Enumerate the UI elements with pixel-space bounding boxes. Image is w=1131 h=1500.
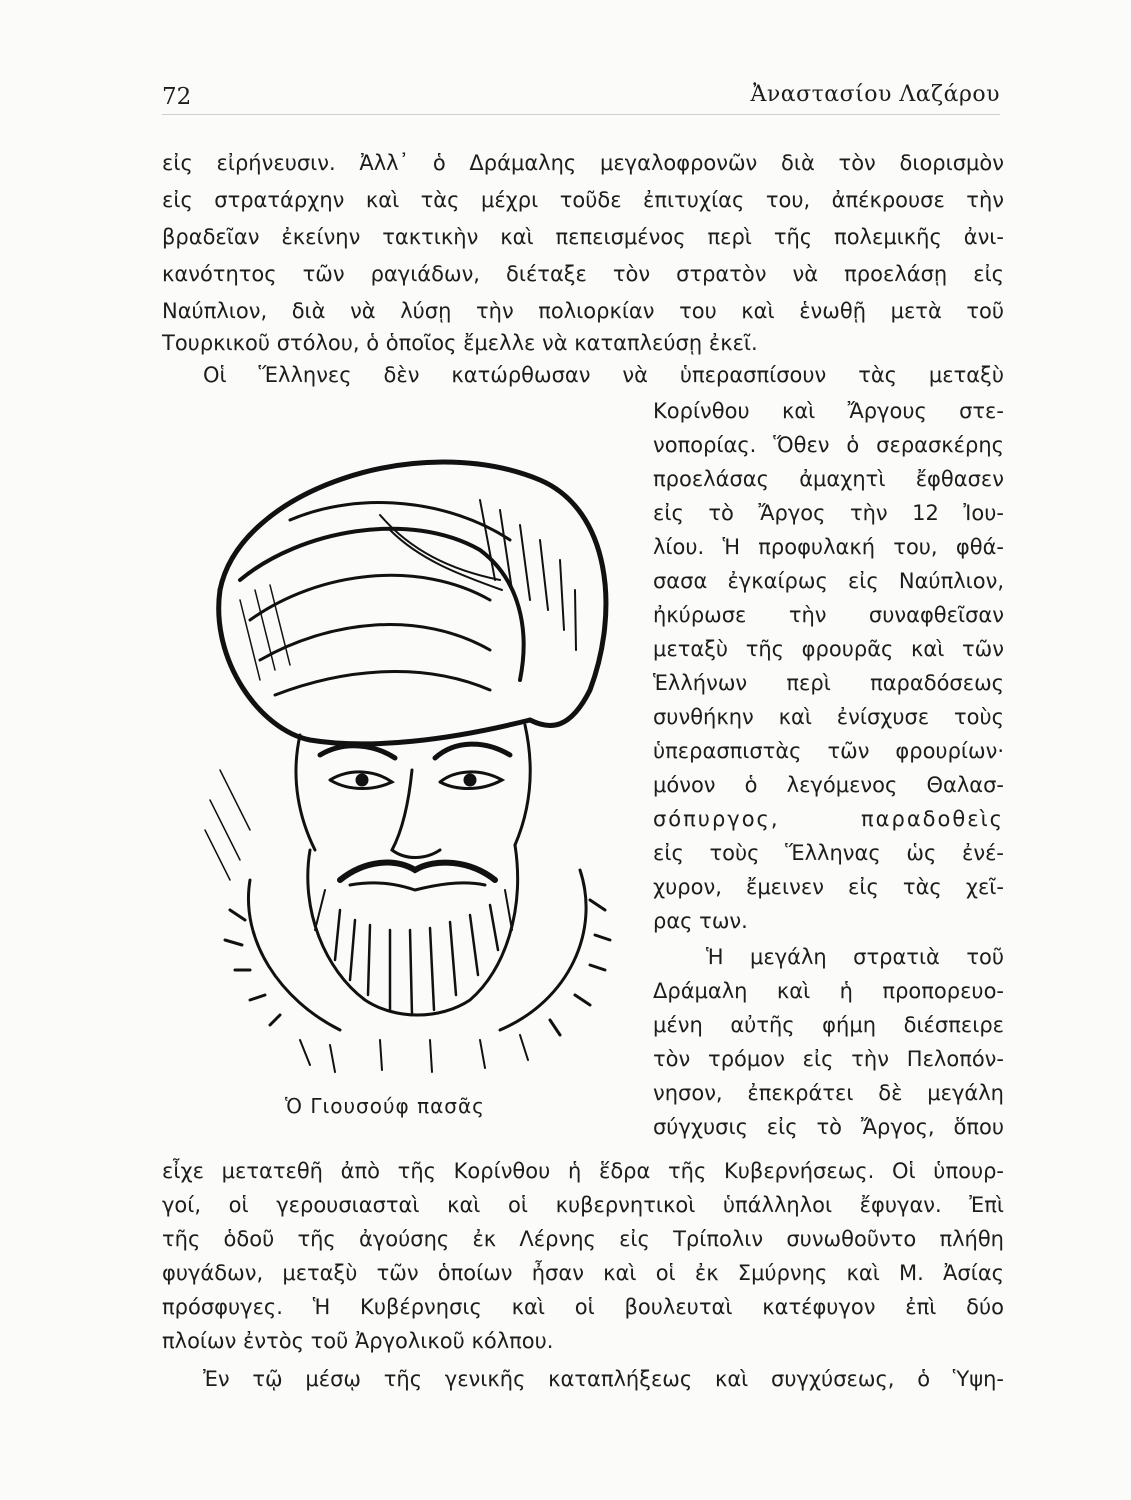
text-line: Ἑλλήνων περὶ παραδόσεως xyxy=(653,671,1004,695)
text-line: εἶχε μετατεθῆ ἀπὸ τῆς Κορίνθου ἡ ἕδρα τῆς Κυβερνήσεως. Οἱ ὑπουρ- xyxy=(162,1159,1004,1183)
text-line: ὑπερασπιστὰς τῶν φρουρίων· xyxy=(653,739,1004,763)
text-line: Ἐν τῷ μέσῳ τῆς γενικῆς καταπλήξεως καὶ συγχύσεως, ὁ Ὑψη- xyxy=(203,1367,1004,1391)
text-line: εἰς εἰρήνευσιν. Ἀλλ᾽ ὁ Δράμαλης μεγαλοφρονῶν διὰ τὸν διορισμὸν xyxy=(162,151,1004,175)
text-line: Δράμαλη καὶ ἡ προπορευο- xyxy=(653,979,1004,1003)
text-line: λίου. Ἡ προφυλακή του, φθά- xyxy=(653,535,1004,559)
text-line: μόνον ὁ λεγόμενος Θαλασ- xyxy=(653,773,1004,797)
text-line: νησον, ἐπεκράτει δὲ μεγάλη xyxy=(653,1081,1004,1105)
text-line: σύγχυσις εἰς τὸ Ἄργος, ὅπου xyxy=(653,1115,1004,1139)
text-line: πλοίων ἐντὸς τοῦ Ἀργολικοῦ κόλπου. xyxy=(162,1329,554,1353)
text-line: ρας των. xyxy=(653,909,748,933)
text-line: χυρον, ἔμεινεν εἰς τὰς χεῖ- xyxy=(653,875,1004,899)
text-line: βραδεῖαν ἐκείνην τακτικὴν καὶ πεπεισμένος περὶ τῆς πολεμικῆς ἀνι- xyxy=(162,225,1004,249)
text-line: ἠκύρωσε τὴν συναφθεῖσαν xyxy=(653,603,1004,627)
text-line: Κορίνθου καὶ Ἄργους στε- xyxy=(653,399,1004,423)
text-line: κανότητος τῶν ραγιάδων, διέταξε τὸν στρατὸν νὰ προελάσῃ εἰς xyxy=(162,262,1004,286)
text-line: τῆς ὁδοῦ τῆς ἀγούσης ἐκ Λέρνης εἰς Τρίπολιν συνωθοῦντο πλήθη xyxy=(162,1227,1004,1251)
text-line: φυγάδων, μεταξὺ τῶν ὁποίων ἦσαν καὶ οἱ ἐκ Σμύρνης καὶ Μ. Ἀσίας xyxy=(162,1261,1004,1285)
portrait-drawing xyxy=(150,440,640,1080)
text-line: Ναύπλιον, διὰ νὰ λύσῃ τὴν πολιορκίαν του καὶ ἑνωθῇ μετὰ τοῦ xyxy=(162,299,1004,323)
text-line: σόπυργος, παραδοθεὶς xyxy=(653,807,1004,831)
text-line: συνθήκην καὶ ἐνίσχυσε τοὺς xyxy=(653,705,1004,729)
figure-caption: Ὁ Γιουσούφ πασᾶς xyxy=(285,1094,485,1118)
text-line: πρόσφυγες. Ἡ Κυβέρνησις καὶ οἱ βουλευταὶ κατέφυγον ἐπὶ δύο xyxy=(162,1295,1004,1319)
page-number: 72 xyxy=(162,84,192,110)
text-line: σασα ἐγκαίρως εἰς Ναύπλιον, xyxy=(653,569,1004,593)
text-line: προελάσας ἀμαχητὶ ἔφθασεν xyxy=(653,467,1004,491)
text-line: μένη αὐτῆς φήμη διέσπειρε xyxy=(653,1013,1004,1037)
portrait-illustration xyxy=(150,440,640,1080)
text-line: Τουρκικοῦ στόλου, ὁ ὁποῖος ἔμελλε νὰ καταπλεύσῃ ἐκεῖ. xyxy=(162,331,758,355)
text-line: μεταξὺ τῆς φρουρᾶς καὶ τῶν xyxy=(653,637,1004,661)
text-line: τὸν τρόμον εἰς τὴν Πελοπόν- xyxy=(653,1047,1004,1071)
text-line: εἰς τοὺς Ἕλληνας ὡς ἐνέ- xyxy=(653,841,1004,865)
text-line: Οἱ Ἕλληνες δὲν κατώρθωσαν νὰ ὑπερασπίσουν τὰς μεταξὺ xyxy=(203,363,1004,387)
text-line: νοπορίας. Ὅθεν ὁ σερασκέρης xyxy=(653,433,1004,457)
text-line: εἰς τὸ Ἄργος τὴν 12 Ἰου- xyxy=(653,501,1004,525)
running-head: Ἀναστασίου Λαζάρου xyxy=(750,82,1000,107)
text-line: γοί, οἱ γερουσιασταὶ καὶ οἱ κυβερνητικοὶ ὑπάλληλοι ἔφυγαν. Ἐπὶ xyxy=(162,1193,1004,1217)
page-header xyxy=(162,80,1000,115)
text-line: Ἡ μεγάλη στρατιὰ τοῦ xyxy=(706,945,1004,969)
text-line: εἰς στρατάρχην καὶ τὰς μέχρι τοῦδε ἐπιτυχίας του, ἀπέκρουσε τὴν xyxy=(162,188,1004,212)
